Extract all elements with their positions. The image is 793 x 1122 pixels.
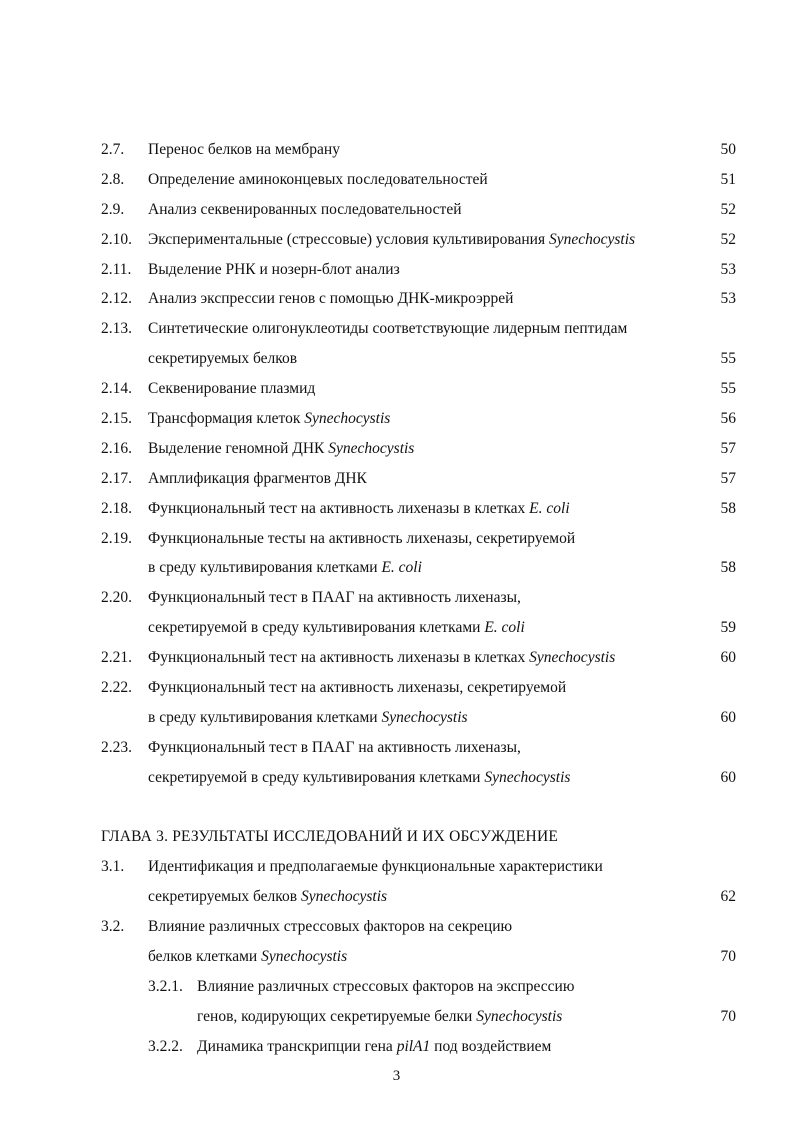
entry-title: [148, 225, 635, 255]
entry-page: 57: [720, 439, 736, 457]
entry-page: 60: [720, 768, 736, 786]
entry-title: [148, 434, 414, 464]
toc-entry-2-16: [0, 434, 793, 464]
entry-number: 2.9.: [101, 200, 125, 218]
toc-entry-2-15: [0, 404, 793, 434]
entry-page: 52: [720, 230, 736, 248]
entry-title-continuation: [197, 1002, 562, 1032]
toc-entry-3-2-1-cont: [0, 1002, 793, 1032]
toc-entry-2-21: [0, 643, 793, 673]
entry-page: 70: [720, 948, 736, 966]
entry-page: 53: [720, 290, 736, 308]
entry-number: 2.21.: [101, 649, 132, 667]
entry-title-continuation: секретируемых белков: [148, 350, 298, 368]
toc-entry-2-23: [0, 733, 793, 763]
entry-title: Анализ секвенированных последовательностей: [148, 200, 462, 218]
entry-title-continuation: [148, 703, 468, 733]
toc-entry-3-2: [0, 912, 793, 942]
entry-cont-italic: Synechocystis: [381, 708, 468, 726]
entry-title-text-after: под воздействием: [434, 1037, 552, 1055]
entry-page: 60: [720, 708, 736, 726]
entry-page: 58: [720, 559, 736, 577]
entry-number: 2.7.: [101, 141, 125, 158]
entry-number: 2.20.: [101, 589, 132, 607]
entry-page: 58: [720, 499, 736, 517]
page-number: 3: [392, 1068, 401, 1084]
toc-entry-2-23-cont: [0, 763, 793, 793]
entry-title-italic: pilA1: [396, 1037, 431, 1055]
toc-entry-2-7: [0, 135, 793, 165]
entry-cont-text: белков клетками: [148, 948, 258, 966]
toc-entry-2-22-cont: [0, 703, 793, 733]
entry-number: 2.18.: [101, 499, 132, 517]
entry-title: Перенос белков на мембрану: [148, 141, 340, 158]
entry-number: 3.2.2.: [148, 1037, 183, 1055]
entry-number: 3.2.1.: [148, 977, 183, 995]
section-spacer: [0, 793, 793, 823]
entry-title-text: Экспериментальные (стрессовые) условия культивирования: [148, 230, 546, 248]
entry-number: 2.15.: [101, 410, 132, 428]
entry-title-italic: Synechocystis: [328, 439, 415, 457]
entry-number: 2.12.: [101, 290, 132, 308]
entry-title: Влияние различных стрессовых факторов на секрецию: [148, 918, 513, 936]
entry-title-italic: Synechocystis: [529, 649, 616, 667]
entry-cont-italic: Synechocystis: [300, 888, 388, 906]
entry-title: Выделение РНК и нозерн-блот анализ: [148, 260, 400, 278]
toc-entry-2-13-cont: [0, 344, 793, 374]
entry-page: 56: [720, 410, 736, 428]
entry-cont-text: секретируемой в среду культивирования клетками: [148, 619, 481, 637]
entry-title: Влияние различных стрессовых факторов на экспрессию: [197, 977, 575, 995]
toc-entry-3-1-cont: [0, 882, 793, 912]
entry-number: 2.22.: [101, 679, 132, 697]
toc-entry-2-20-cont: [0, 613, 793, 643]
entry-title-continuation: [148, 942, 347, 972]
entry-title: Функциональный тест на активность лихеназы, секретируемой: [148, 679, 567, 697]
entry-page: 55: [720, 380, 736, 398]
entry-cont-text: генов, кодирующих секретируемые белки: [197, 1007, 473, 1025]
entry-title-italic: E. coli: [529, 499, 570, 517]
entry-page: 59: [720, 619, 736, 637]
entry-cont-italic: E. coli: [484, 619, 525, 637]
entry-title: Функциональные тесты на активность лихеназы, секретируемой: [148, 529, 576, 547]
entry-title-continuation: [148, 763, 570, 793]
chapter-title: ГЛАВА 3. РЕЗУЛЬТАТЫ ИССЛЕДОВАНИЙ И ИХ ОБСУЖДЕНИЕ: [101, 828, 559, 846]
entry-title: Синтетические олигонуклеотиды соответствующие лидерным пептидам: [148, 320, 628, 338]
entry-title-italic: Synechocystis: [304, 410, 391, 428]
toc-entry-2-19-cont: [0, 553, 793, 583]
toc-entry-3-2-cont: [0, 942, 793, 972]
toc-entry-2-19: [0, 524, 793, 554]
toc-entry-2-18: [0, 494, 793, 524]
entry-page: 50: [720, 141, 736, 158]
entry-title-text: Функциональный тест на активность лихеназы в клетках: [148, 499, 526, 517]
entry-title-continuation: [148, 553, 422, 583]
toc-entry-2-13: [0, 314, 793, 344]
entry-title-text: Динамика транскрипции гена: [197, 1037, 393, 1055]
chapter-3-heading: [0, 822, 793, 852]
entry-cont-text: в среду культивирования клетками: [148, 559, 378, 577]
toc-entry-2-22: [0, 673, 793, 703]
entry-title: [148, 643, 615, 673]
toc-entry-2-11: [0, 255, 793, 285]
toc-entry-2-14: [0, 374, 793, 404]
entry-title: [197, 1032, 551, 1062]
toc-entry-3-1: [0, 852, 793, 882]
entry-number: 2.14.: [101, 380, 132, 398]
entry-title: Идентификация и предполагаемые функциональные характеристики: [148, 858, 603, 876]
entry-number: 2.11.: [101, 260, 132, 278]
entry-cont-italic: Synechocystis: [476, 1007, 563, 1025]
entry-number: 2.19.: [101, 529, 132, 547]
entry-title: Секвенирование плазмид: [148, 380, 316, 398]
entry-number: 2.13.: [101, 320, 132, 338]
entry-page: 52: [720, 200, 736, 218]
toc-entry-3-2-1: [0, 972, 793, 1002]
entry-page: 53: [720, 260, 736, 278]
toc-entry-2-12: [0, 284, 793, 314]
entry-title: Функциональный тест в ПААГ на активность лихеназы,: [148, 589, 521, 607]
entry-title-text: Выделение геномной ДНК: [148, 439, 325, 457]
entry-number: 2.10.: [101, 230, 132, 248]
entry-number: 2.16.: [101, 439, 132, 457]
entry-cont-text: секретируемой в среду культивирования клетками: [148, 768, 481, 786]
entry-cont-text: секретируемых белков: [148, 888, 298, 906]
entry-number: 3.2.: [101, 918, 125, 936]
entry-title-text: Функциональный тест на активность лихеназы в клетках: [148, 649, 526, 667]
entry-page: 57: [720, 469, 736, 487]
entry-title: Амплификация фрагментов ДНК: [148, 469, 367, 487]
entry-cont-italic: Synechocystis: [484, 768, 571, 786]
toc-entry-2-17: [0, 464, 793, 494]
toc-entry-2-8: [0, 165, 793, 195]
entry-title-italic: Synechocystis: [548, 230, 636, 248]
toc-entry-2-9: [0, 195, 793, 225]
entry-number: 2.8.: [101, 170, 125, 188]
entry-cont-italic: E. coli: [381, 559, 422, 577]
entry-page: 51: [720, 170, 736, 188]
entry-page: 62: [720, 888, 736, 906]
entry-title: Определение аминоконцевых последовательностей: [148, 170, 488, 188]
entry-title: Функциональный тест в ПААГ на активность лихеназы,: [148, 738, 521, 756]
entry-title: [148, 494, 570, 524]
entry-page: 70: [720, 1007, 736, 1025]
entry-title-continuation: [148, 613, 525, 643]
entry-cont-italic: Synechocystis: [261, 948, 348, 966]
entry-page: 55: [720, 350, 736, 368]
entry-cont-text: в среду культивирования клетками: [148, 708, 378, 726]
entry-title-continuation: [148, 882, 387, 912]
table-of-contents: [0, 135, 793, 1062]
toc-entry-3-2-2: [0, 1032, 793, 1062]
entry-title: [148, 404, 390, 434]
entry-page: 60: [720, 649, 736, 667]
toc-entry-2-10: [0, 225, 793, 255]
entry-number: 2.23.: [101, 738, 132, 756]
toc-entry-2-20: [0, 583, 793, 613]
entry-number: 2.17.: [101, 469, 132, 487]
entry-number: 3.1.: [101, 858, 125, 876]
entry-title: Анализ экспрессии генов с помощью ДНК-микроэррей: [148, 290, 514, 308]
entry-title-text: Трансформация клеток: [148, 410, 301, 428]
